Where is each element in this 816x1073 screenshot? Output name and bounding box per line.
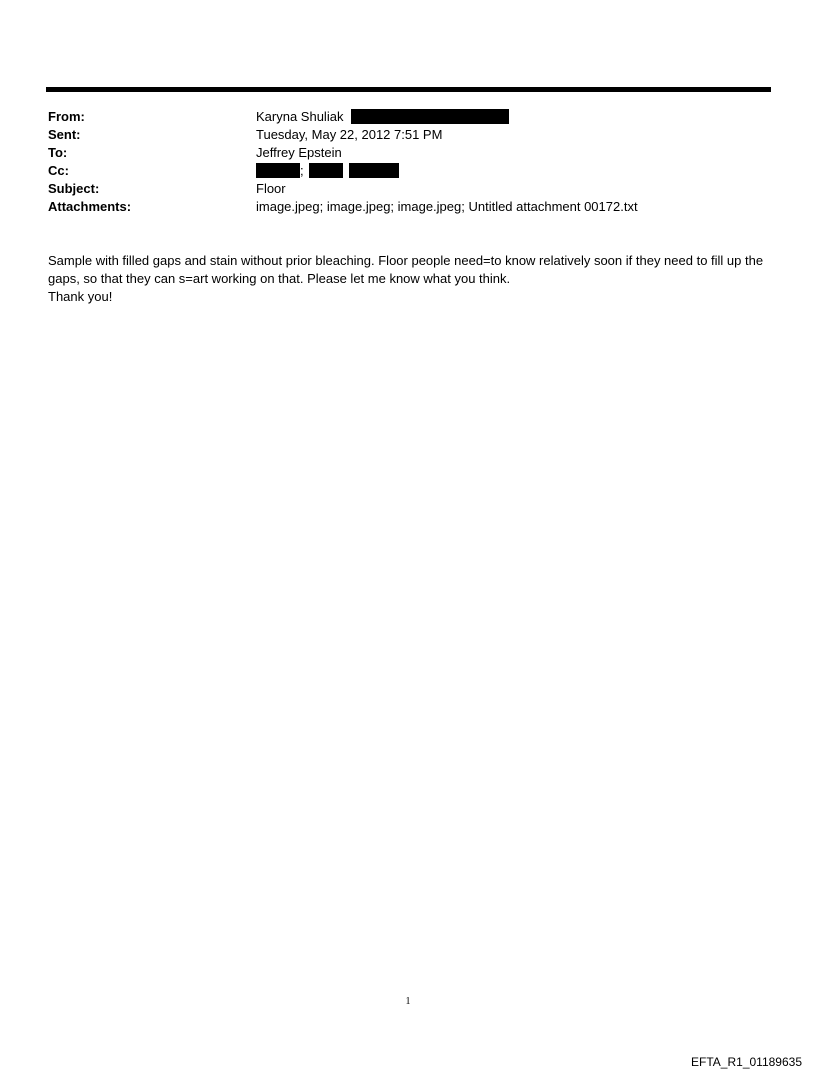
cc-label: Cc:: [48, 163, 69, 178]
sent-value: Tuesday, May 22, 2012 7:51 PM: [256, 127, 443, 142]
email-header: [48, 108, 768, 216]
sent-label: Sent:: [48, 127, 81, 142]
redaction-box: [256, 163, 300, 178]
to-row: [48, 144, 768, 162]
subject-label: Subject:: [48, 181, 100, 196]
from-name: Karyna Shuliak: [256, 109, 344, 124]
to-label: To:: [48, 145, 68, 160]
subject-row: [48, 180, 768, 198]
from-label: From:: [48, 109, 85, 124]
body-signoff: Thank you!: [48, 289, 113, 304]
cc-value: [256, 162, 399, 180]
from-value: [256, 108, 509, 126]
redaction-box: [351, 109, 509, 124]
bates-number: EFTA_R1_01189635: [691, 1055, 802, 1069]
redaction-box: [309, 163, 343, 178]
to-value: Jeffrey Epstein: [256, 145, 342, 160]
attachments-row: [48, 198, 768, 216]
redaction-box: [349, 163, 399, 178]
sent-row: [48, 126, 768, 144]
attachments-value: image.jpeg; image.jpeg; image.jpeg; Untitled attachment 00172.txt: [256, 199, 638, 214]
attachments-label: Attachments:: [48, 199, 132, 214]
subject-value: Floor: [256, 181, 286, 196]
cc-row: [48, 162, 768, 180]
email-body: [48, 252, 768, 306]
header-divider: [46, 87, 771, 92]
page-number: 1: [405, 996, 411, 1007]
body-paragraph: Sample with filled gaps and stain without prior bleaching. Floor people need=to know relatively soon if they need to fill up the gaps, so that they can s=art working on that. Please let me know what you think.: [48, 253, 764, 286]
from-row: [48, 108, 768, 126]
cc-separator: ;: [300, 163, 304, 178]
